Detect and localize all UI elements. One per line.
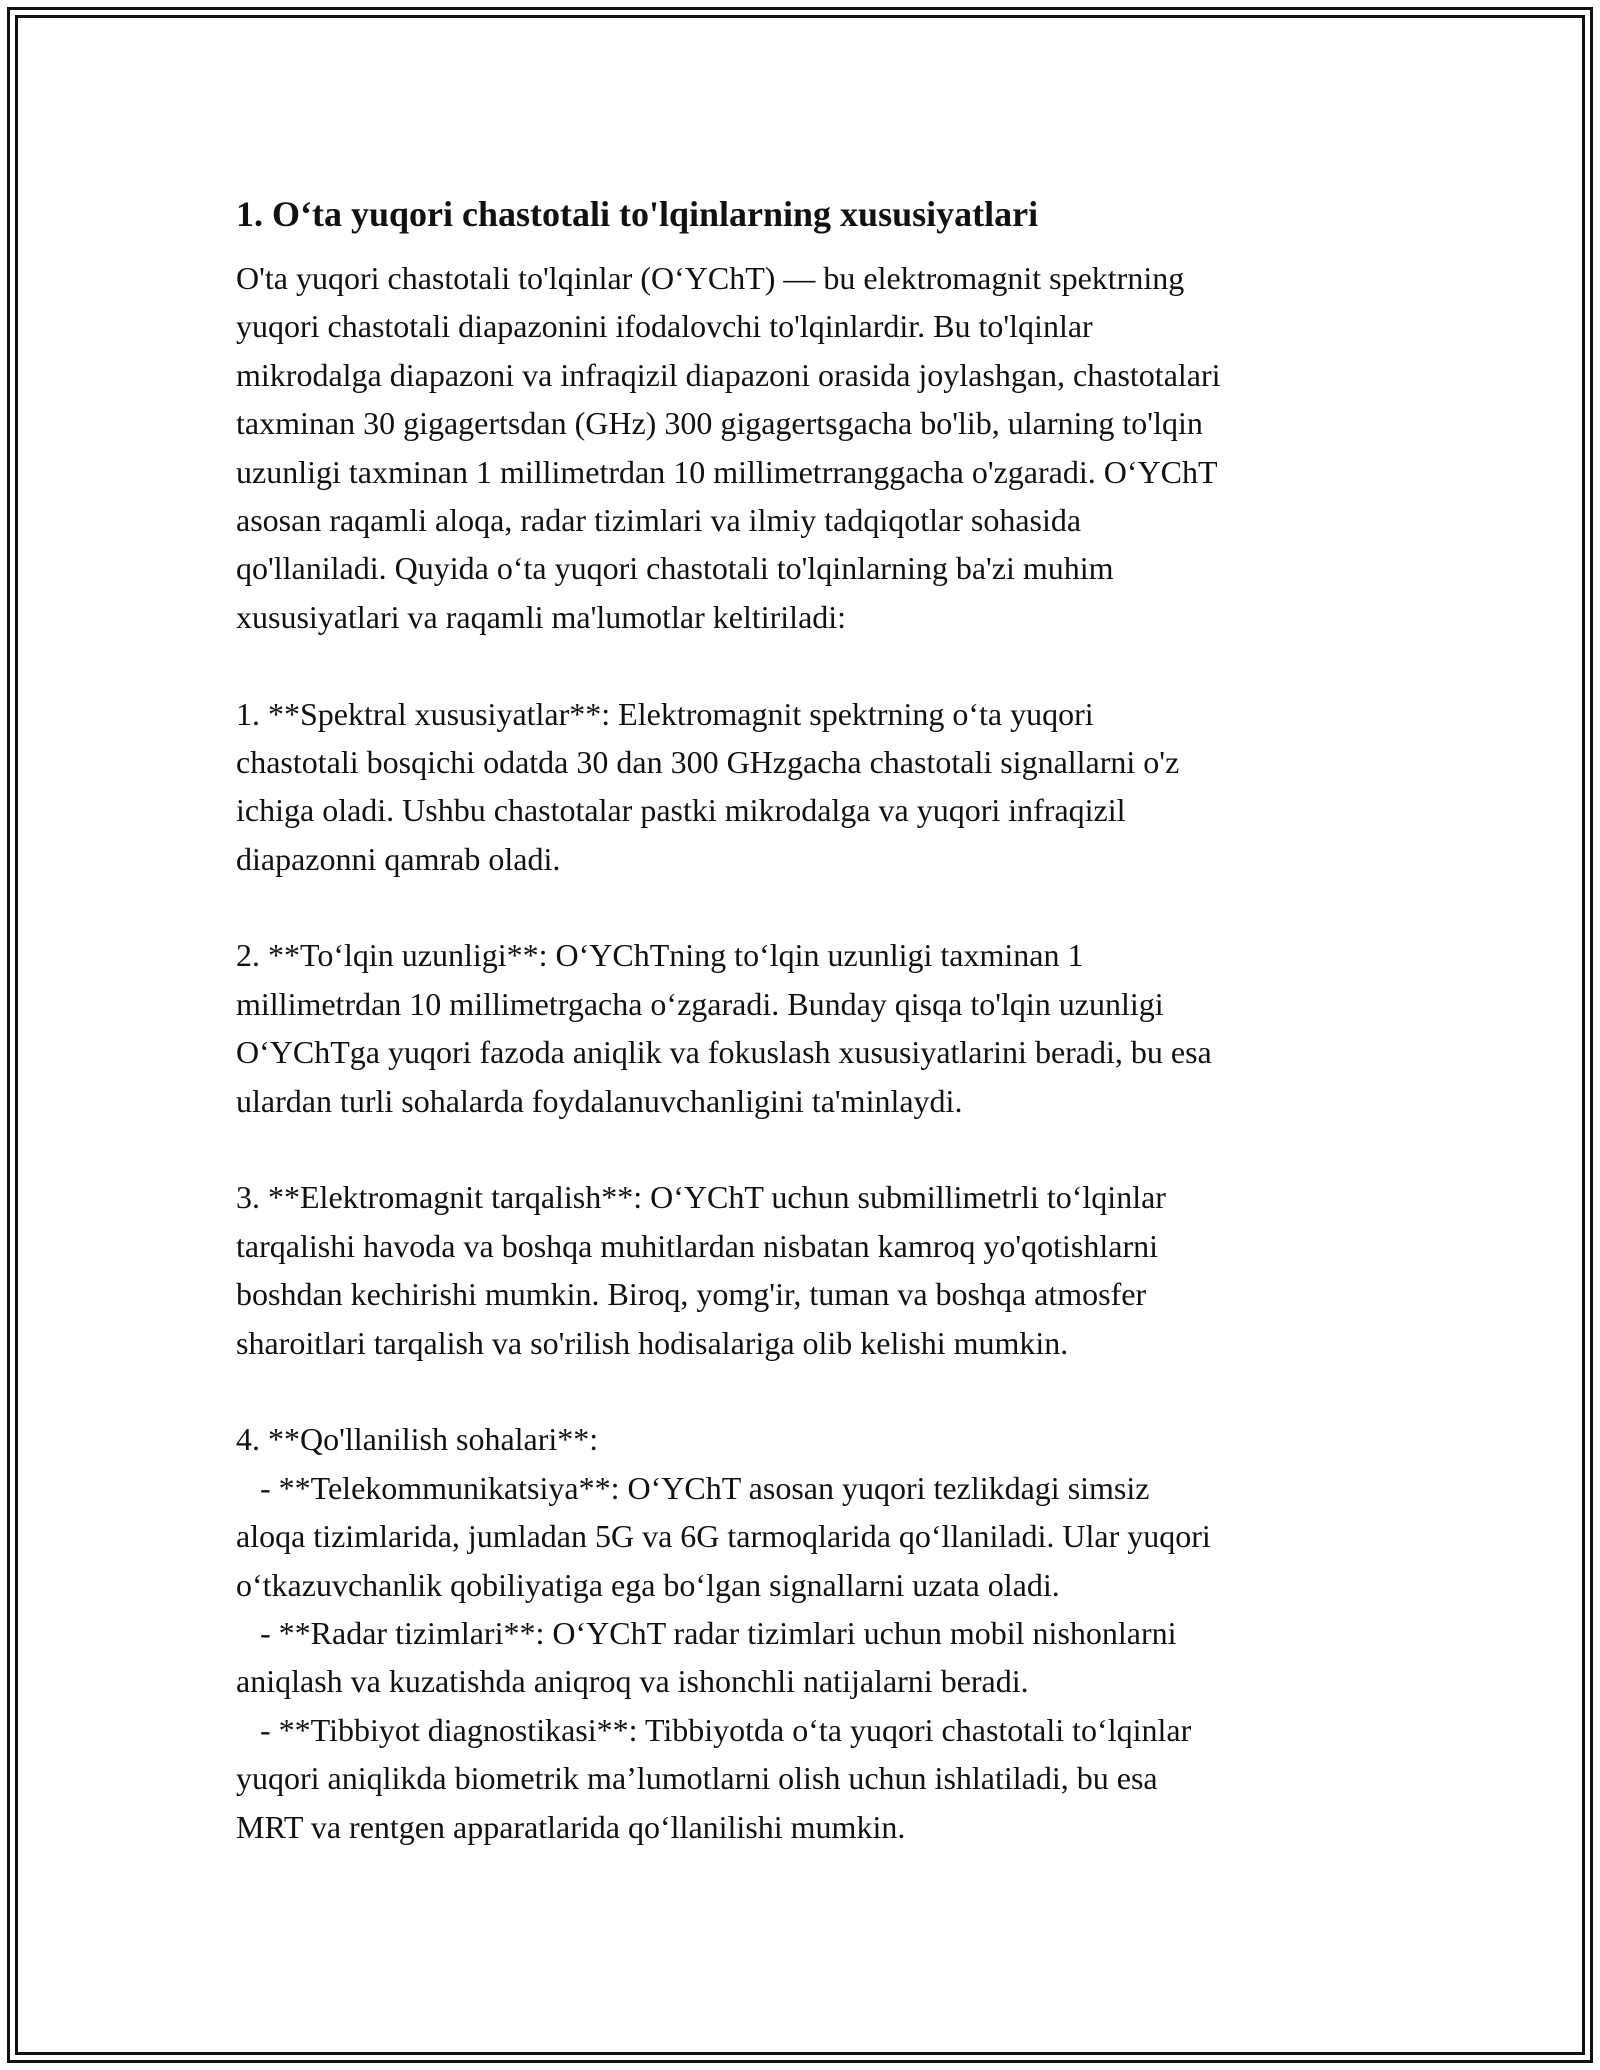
text-line: diapazonni qamrab oladi. [236, 840, 561, 877]
text-line: - **Radar tizimlari**: O‘YChT radar tizimlari uchun mobil nishonlarni [236, 1614, 1177, 1651]
text-line: o‘tkazuvchanlik qobiliyatiga ega bo‘lgan signallarni uzata oladi. [236, 1566, 1060, 1603]
text-line: MRT va rentgen apparatlarida qo‘llanilishi mumkin. [236, 1808, 906, 1845]
text-line: chastotali bosqichi odatda 30 dan 300 GHzgacha chastotali signallarni o'z [236, 743, 1180, 780]
text-line: O'ta yuqori chastotali to'lqinlar (O‘YChT) — bu elektromagnit spektrning [236, 260, 1185, 296]
text-line: - **Tibbiyot diagnostikasi**: Tibbiyotda o‘ta yuqori chastotali to‘lqinlar [236, 1711, 1192, 1748]
text-line [236, 883, 1376, 931]
document-title: 1. O‘ta yuqori chastotali to'lqinlarning xususiyatlari [236, 194, 1039, 234]
text-line: yuqori aniqlikda biometrik ma’lumotlarni olish uchun ishlatiladi, bu esa [236, 1760, 1158, 1797]
text-line: 2. **To‘lqin uzunligi**: O‘YChTning to‘lqin uzunligi taxminan 1 [236, 937, 1084, 974]
text-line: O‘YChTga yuqori fazoda aniqlik va fokuslash xususiyatlarini beradi, bu esa [236, 1034, 1212, 1071]
text-line: asosan raqamli aloqa, radar tizimlari va ilmiy tadqiqotlar sohasida [236, 501, 1082, 538]
text-line: aloqa tizimlarida, jumladan 5G va 6G tarmoqlarida qo‘llaniladi. Ular yuqori [236, 1518, 1211, 1555]
text-line [236, 1125, 1376, 1173]
text-line: - **Telekommunikatsiya**: O‘YChT asosan yuqori tezlikdagi simsiz [236, 1469, 1150, 1506]
text-line: boshdan kechirishi mumkin. Biroq, yomg'ir, tuman va boshqa atmosfer [236, 1276, 1147, 1313]
text-line: aniqlash va kuzatishda aniqroq va ishonchli natijalarni beradi. [236, 1663, 1029, 1700]
text-line [236, 641, 1376, 689]
text-line: uzunligi taxminan 1 millimetrdan 10 millimetrranggacha o'zgaradi. O‘YChT [236, 453, 1218, 490]
text-line: 1. **Spektral xususiyatlar**: Elektromagnit spektrning o‘ta yuqori [236, 695, 1094, 732]
text-line: xususiyatlari va raqamli ma'lumotlar keltiriladi: [236, 598, 847, 635]
text-line: 3. **Elektromagnit tarqalish**: O‘YChT uchun submillimetrli to‘lqinlar [236, 1179, 1166, 1216]
text-line: mikrodalga diapazoni va infraqizil diapazoni orasida joylashgan, chastotalari [236, 356, 1221, 393]
text-line: millimetrdan 10 millimetrgacha o‘zgaradi. Bunday qisqa to'lqin uzunligi [236, 985, 1164, 1022]
text-line: yuqori chastotali diapazonini ifodalovchi to'lqinlardir. Bu to'lqinlar [236, 308, 1093, 345]
text-line [236, 1367, 1376, 1415]
text-line: sharoitlari tarqalish va so'rilish hodisalariga olib kelishi mumkin. [236, 1324, 1069, 1361]
text-line: ulardan turli sohalarda foydalanuvchanligini ta'minlaydi. [236, 1082, 963, 1119]
text-line: 4. **Qo'llanilish sohalari**: [236, 1421, 599, 1458]
text-line: tarqalishi havoda va boshqa muhitlardan nisbatan kamroq yo'qotishlarni [236, 1227, 1158, 1264]
text-line: taxminan 30 gigagertsdan (GHz) 300 gigagertsgacha bo'lib, ularning to'lqin [236, 405, 1203, 442]
text-line: ichiga oladi. Ushbu chastotalar pastki mikrodalga va yuqori infraqizil [236, 792, 1126, 829]
text-line: qo'llaniladi. Quyida o‘ta yuqori chastotali to'lqinlarning ba'zi muhim [236, 550, 1114, 587]
document-content [236, 186, 1376, 1851]
document-body [236, 254, 1376, 1851]
